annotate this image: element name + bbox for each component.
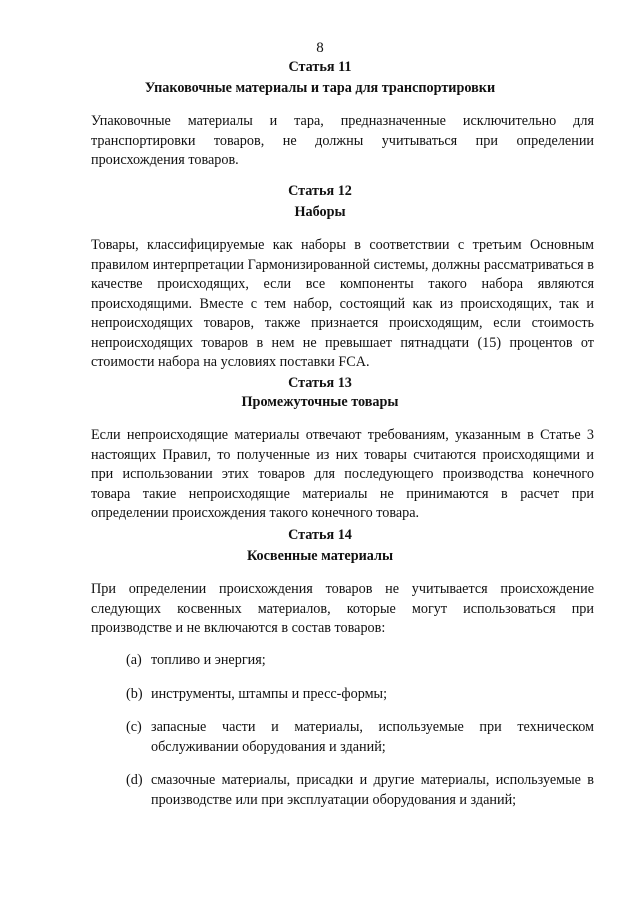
list-item-marker: (b) <box>126 686 143 702</box>
article-12-title: Наборы <box>294 204 346 220</box>
list-item-c <box>126 718 594 757</box>
list-item-text: запасные части и материалы, используемые при техническом обслуживании оборудования и зданий; <box>151 719 594 755</box>
list-item-a <box>126 651 594 671</box>
article-11-paragraph: Упаковочные материалы и тара, предназначенные исключительно для транспортировки товаров, не должны учитываться при определении происхождения товаров. <box>91 113 594 168</box>
article-11-number: Статья 11 <box>288 59 352 75</box>
article-14-title: Косвенные материалы <box>246 548 394 564</box>
list-item-marker: (d) <box>126 772 143 788</box>
article-12-number: Статья 12 <box>288 183 352 199</box>
article-12-paragraph: Товары, классифицируемые как наборы в соответствии с третьим Основным правилом интерпретации Гармонизированной системы, должны рассматриваться в качестве происходящих, если все компоненты такого набора являются происходящими. Вместе с тем набор, состоящий как из происходящих, так и непроисходящих товаров, также признается происходящим, если стоимость непроисходящих товаров в нем не превышает пятнадцати (15) процентов от стоимости набора на условиях поставки FCA. <box>91 237 594 370</box>
list-item-b <box>126 685 594 705</box>
article-13-paragraph: Если непроисходящие материалы отвечают требованиям, указанным в Статье 3 настоящих Правил, то полученные из них товары считаются происходящими и при использовании этих товаров для последующего производства конечного товара такие непроисходящие материалы не принимаются в расчет при определении происхождения такого конечного товара. <box>91 427 594 521</box>
list-item-marker: (c) <box>126 719 142 735</box>
article-13-number: Статья 13 <box>288 375 352 391</box>
article-14-number: Статья 14 <box>288 527 352 543</box>
list-item-text: смазочные материалы, присадки и другие материалы, используемые в производстве или при эксплуатации оборудования и зданий; <box>151 772 594 808</box>
list-item-text: инструменты, штампы и пресс-формы; <box>151 686 388 702</box>
list-item-text: топливо и энергия; <box>151 652 266 668</box>
article-11-title: Упаковочные материалы и тара для транспортировки <box>144 80 496 96</box>
list-item-d <box>126 771 594 810</box>
article-13-title: Промежуточные товары <box>241 394 399 410</box>
article-14-paragraph: При определении происхождения товаров не учитывается происхождение следующих косвенных материалов, которые могут использоваться при производстве и не включаются в состав товаров: <box>91 581 594 636</box>
page-number: 8 <box>316 40 324 56</box>
list-item-marker: (a) <box>126 652 142 668</box>
